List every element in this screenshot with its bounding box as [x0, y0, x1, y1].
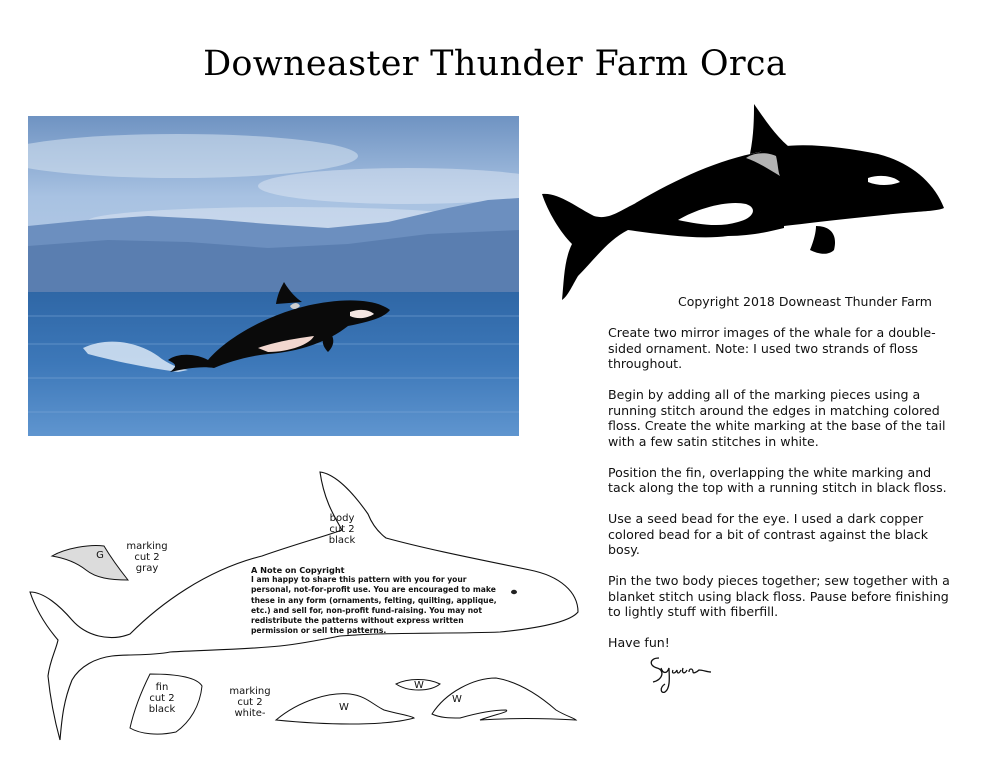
instruction-paragraph: Create two mirror images of the whale for a double-sided ornament. Note: I used two strands of floss throughout. [608, 325, 936, 371]
body-label-2: cut 2 [329, 524, 355, 535]
body-label-3: black [328, 535, 356, 546]
white-marking-label-2: cut 2 [237, 697, 263, 708]
fin-label-3: black [148, 704, 176, 715]
instruction-paragraph: Pin the two body pieces together; sew together with a blanket stitch using black floss. Pause before finishing to lightly stuff with fiberfill. [608, 573, 950, 619]
gray-marking-label-1: marking [126, 541, 168, 552]
page-title: Downeaster Thunder Farm Orca [203, 44, 787, 84]
copyright-note-text: I am happy to share this pattern with you for your personal, not-for-profit use. You are encouraged to make these in any form (ornaments, felting, quilting, applique, etc.) and sell for, non-profit fund-raising. You may not redistribute the patterns without express written permission or sell the patterns. [251, 575, 497, 636]
orca-photo-image [28, 116, 519, 436]
have-fun-text: Have fun! [608, 635, 670, 650]
white-letter-jaw: W [452, 694, 462, 705]
gray-marking-piece [52, 545, 128, 580]
white-letter-eye: W [414, 680, 424, 691]
copyright-text: Copyright 2018 Downeast Thunder Farm [678, 294, 932, 309]
copyright-note-title: A Note on Copyright [251, 565, 345, 575]
gray-marking-label-2: cut 2 [134, 552, 160, 563]
gray-marking-letter: G [96, 550, 104, 561]
eye-mark [511, 590, 517, 594]
instructions [608, 325, 958, 666]
fin-label-1: fin [155, 682, 169, 693]
orca-pectoral-fin [810, 226, 835, 254]
orca-illustration [538, 100, 948, 305]
orca-dorsal-fin [750, 104, 788, 154]
signature [645, 652, 715, 694]
body-label-1: body [329, 513, 355, 524]
instruction-paragraph: Use a seed bead for the eye. I used a dark copper colored bead for a bit of contrast against the black bosy. [608, 511, 929, 557]
orca-photo [28, 116, 519, 436]
white-letter-belly: W [339, 702, 349, 713]
white-marking-label-1: marking [229, 686, 271, 697]
fin-label-2: cut 2 [149, 693, 175, 704]
copyright-note [251, 565, 501, 636]
gray-marking-label-3: gray [135, 563, 159, 574]
instruction-paragraph: Position the fin, overlapping the white marking and tack along the top with a running stitch in black floss. [608, 464, 947, 495]
white-marking-label-3: white- [234, 708, 266, 719]
instruction-paragraph: Begin by adding all of the marking pieces using a running stitch around the edges in matching colored floss. Create the white marking at the base of the tail with a few satin stitches in white. [608, 387, 946, 449]
